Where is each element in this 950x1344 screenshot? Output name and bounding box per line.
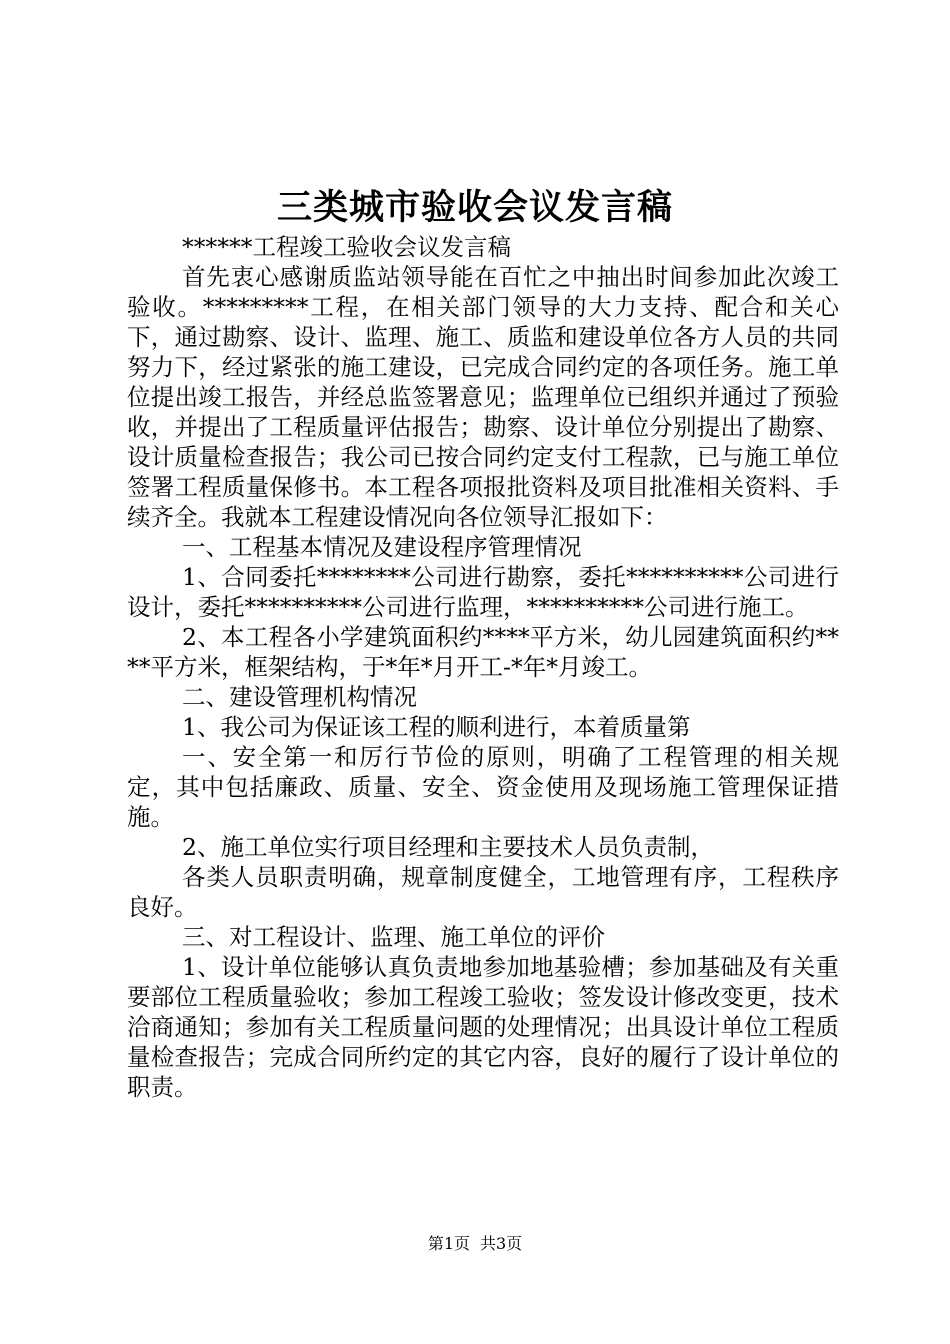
section-2-item-2: 2、施工单位实行项目经理和主要技术人员负责制， <box>182 833 714 861</box>
page-total: 共3页 <box>480 1234 523 1253</box>
section-2-item-1: 1、我公司为保证该工程的顺利进行，本着质量第 <box>182 713 691 741</box>
page-number: 第1页 <box>427 1234 470 1253</box>
section-2-item-1-continued: 一、安全第一和厉行节俭的原则，明确了工程管理的相关规定，其中包括廉政、质量、安全、资金使用及现场施工管理保证措施。 <box>127 743 839 831</box>
section-1-item-2: 2、本工程各小学建筑面积约****平方米，幼儿园建筑面积约****平方米，框架结构，于*年*月开工-*年*月竣工。 <box>127 623 839 681</box>
section-heading-1: 一、工程基本情况及建设程序管理情况 <box>182 533 582 561</box>
section-heading-3: 三、对工程设计、监理、施工单位的评价 <box>182 923 605 951</box>
section-1-item-1: 1、合同委托********公司进行勘察，委托**********公司进行设计，委托**********公司进行监理，**********公司进行施工。 <box>127 563 839 621</box>
document-body <box>127 232 839 1102</box>
document-title: 三类城市验收会议发言稿 <box>276 187 673 228</box>
section-heading-2: 二、建设管理机构情况 <box>182 683 417 711</box>
subtitle-paragraph: ******工程竣工验收会议发言稿 <box>182 233 511 261</box>
page-footer <box>0 1232 950 1256</box>
intro-paragraph: 首先衷心感谢质监站领导能在百忙之中抽出时间参加此次竣工验收。*********工程，在相关部门领导的大力支持、配合和关心下，通过勘察、设计、监理、施工、质监和建设单位各方人员的共同努力下，经过紧张的施工建设，已完成合同约定的各项任务。施工单位提出竣工报告，并经总监签署意见；监理单位已组织并通过了预验收，并提出了工程质量评估报告；勘察、设计单位分别提出了勘察、设计质量检查报告；我公司已按合同约定支付工程款，已与施工单位签署工程质量保修书。本工程各项报批资料及项目批准相关资料、手续齐全。我就本工程建设情况向各位领导汇报如下： <box>127 263 839 531</box>
section-2-item-2-continued: 各类人员职责明确，规章制度健全，工地管理有序，工程秩序良好。 <box>127 863 839 921</box>
section-3-item-1: 1、设计单位能够认真负责地参加地基验槽；参加基础及有关重要部位工程质量验收；参加工程竣工验收；签发设计修改变更，技术洽商通知；参加有关工程质量问题的处理情况；出具设计单位工程质量检查报告；完成合同所约定的其它内容，良好的履行了设计单位的职责。 <box>127 953 839 1101</box>
